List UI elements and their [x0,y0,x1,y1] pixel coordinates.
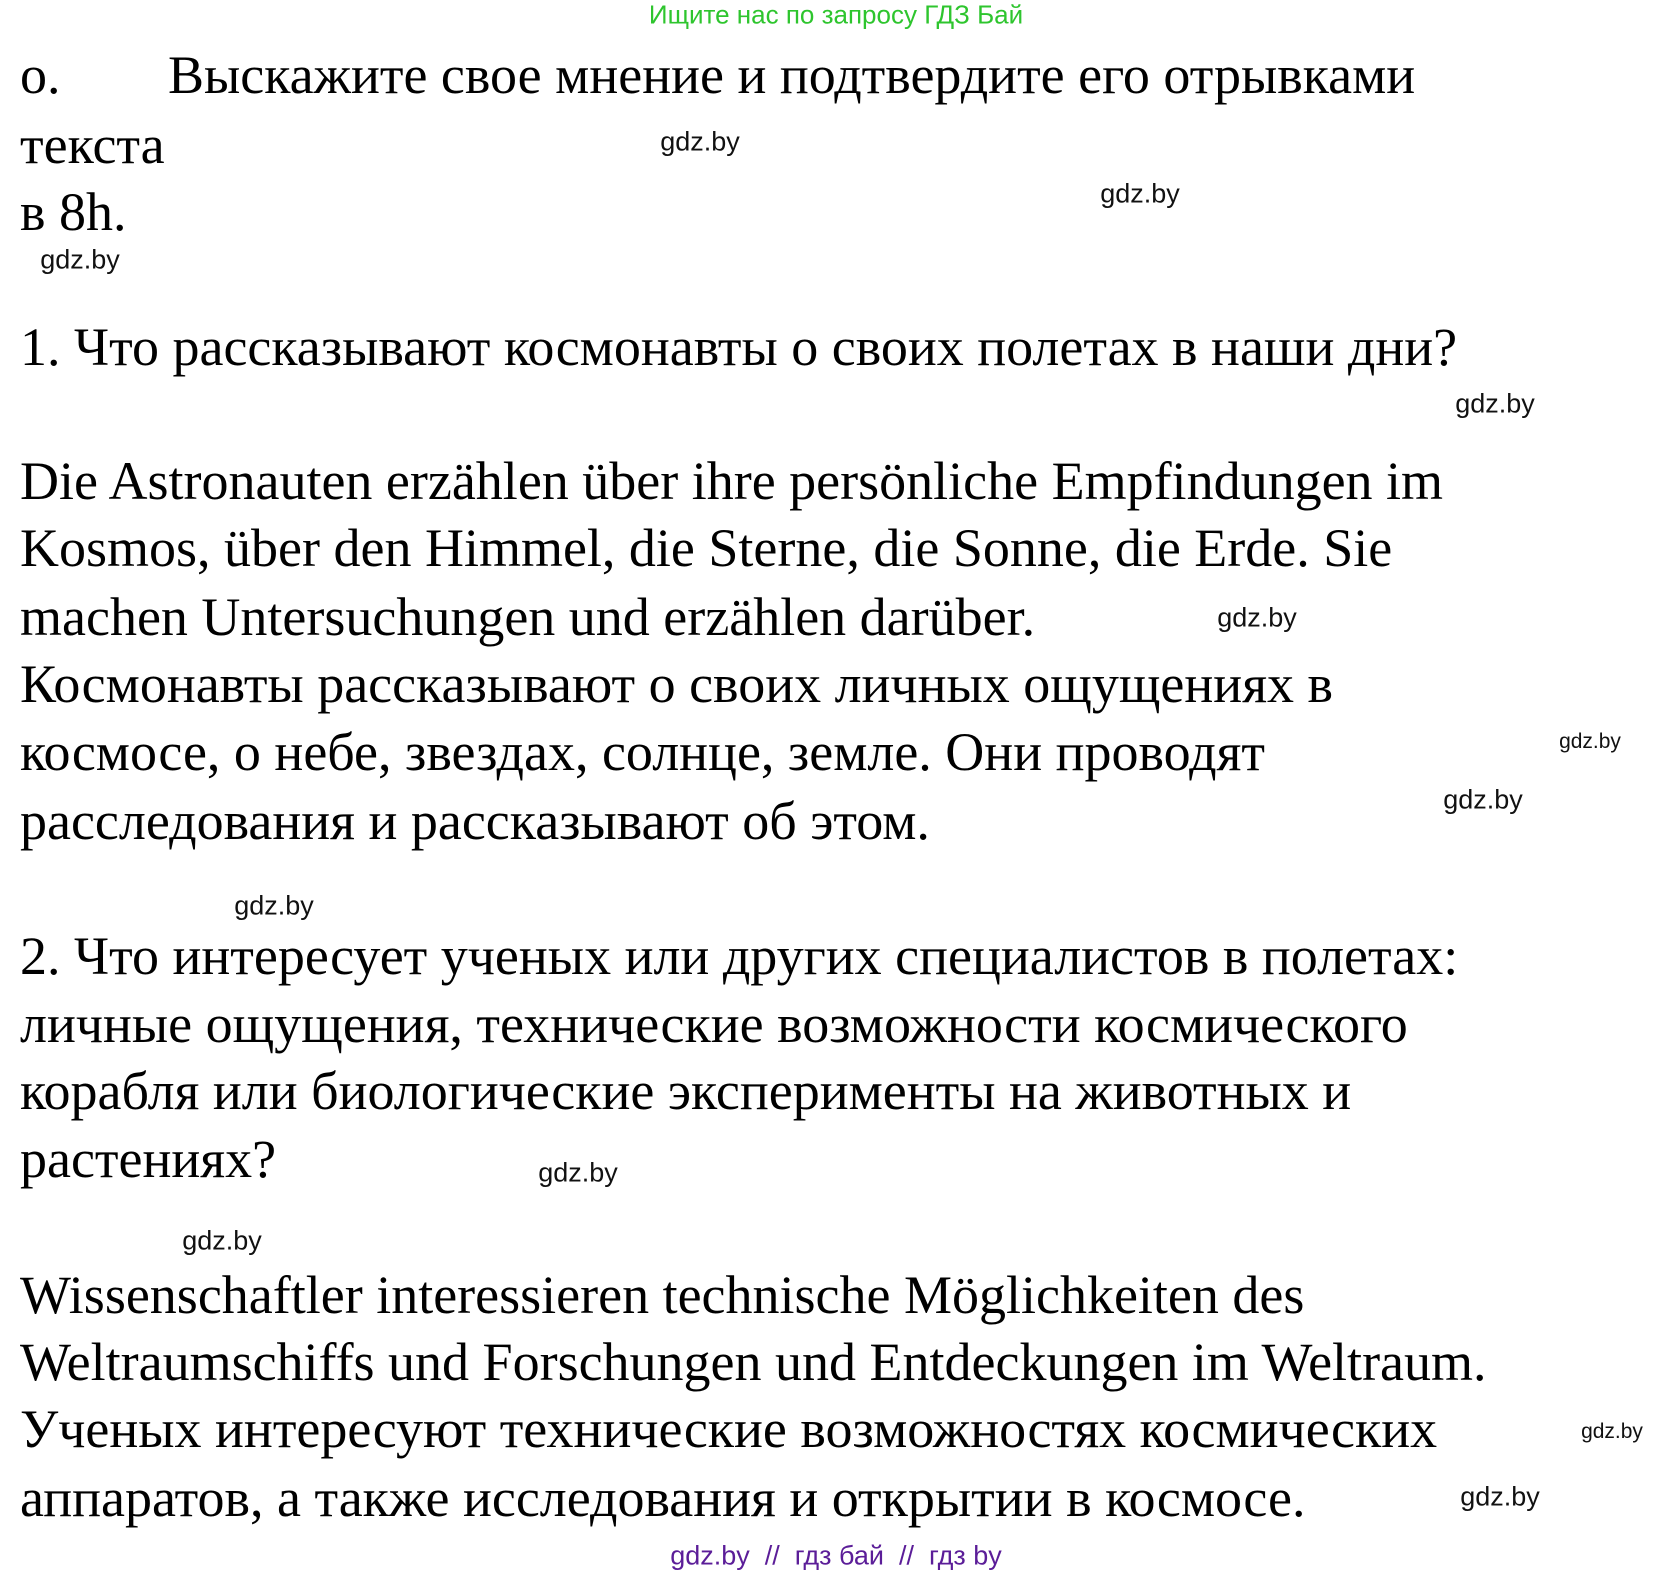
question-2-line: корабля или биологические эксперименты на животных и [20,1061,1352,1121]
answer-1-ru-line: космосе, о небе, звездах, солнце, земле. Они проводят [20,722,1265,782]
question-1: 1. Что рассказывают космонавты о своих полетах в наши дни? [20,317,1458,377]
watermark: gdz.by [1460,1481,1540,1512]
watermark: gdz.by [182,1225,262,1256]
watermark: gdz.by [1217,602,1297,633]
footer-links[interactable]: gdz.by // гдз бай // гдз by [670,1540,1002,1571]
answer-1-ru-line: Космонавты рассказывают о своих личных ощущениях в [20,654,1334,714]
answer-1-de-line: Die Astronauten erzählen über ihre persönliche Empfindungen im [20,451,1444,511]
watermark: gdz.by [538,1157,618,1188]
task-line [20,45,1416,105]
search-hint-banner: Ищите нас по запросу ГДЗ Бай [648,0,1024,30]
answer-1-de-line: Kosmos, über den Himmel, die Sterne, die Sonne, die Erde. Sie [20,518,1393,578]
question-2-line: личные ощущения, технические возможности космического [20,994,1408,1054]
question-2-line: растениях? [20,1129,277,1189]
watermark: gdz.by [660,126,740,157]
task-text: Выскажите свое мнение и подтвердите его отрывками [168,45,1416,105]
task-line: в 8h. [20,182,127,242]
watermark: gdz.by [40,244,120,275]
watermark: gdz.by [234,890,314,921]
watermark: gdz.by [1455,388,1535,419]
watermark: gdz.by [1581,1420,1643,1443]
watermark: gdz.by [1559,730,1621,753]
question-2-line: 2. Что интересует ученых или других специалистов в полетах: [20,926,1459,986]
answer-1-ru-line: расследования и рассказывают об этом. [20,791,930,851]
answer-2-ru-line: аппаратов, а также исследования и открытии в космосе. [20,1468,1306,1528]
task-marker: o. [20,45,61,105]
task-line: текста [20,115,165,175]
answer-2-ru-line: Ученых интересуют технические возможностях космических [20,1399,1438,1459]
answer-1-de-line: machen Untersuchungen und erzählen darüber. [20,587,1036,647]
answer-2-de-line: Wissenschaftler interessieren technische Möglichkeiten des [20,1265,1305,1325]
answer-2-de-line: Weltraumschiffs und Forschungen und Entdeckungen im Weltraum. [20,1332,1487,1392]
watermark: gdz.by [1100,178,1180,209]
watermark: gdz.by [1443,784,1523,815]
